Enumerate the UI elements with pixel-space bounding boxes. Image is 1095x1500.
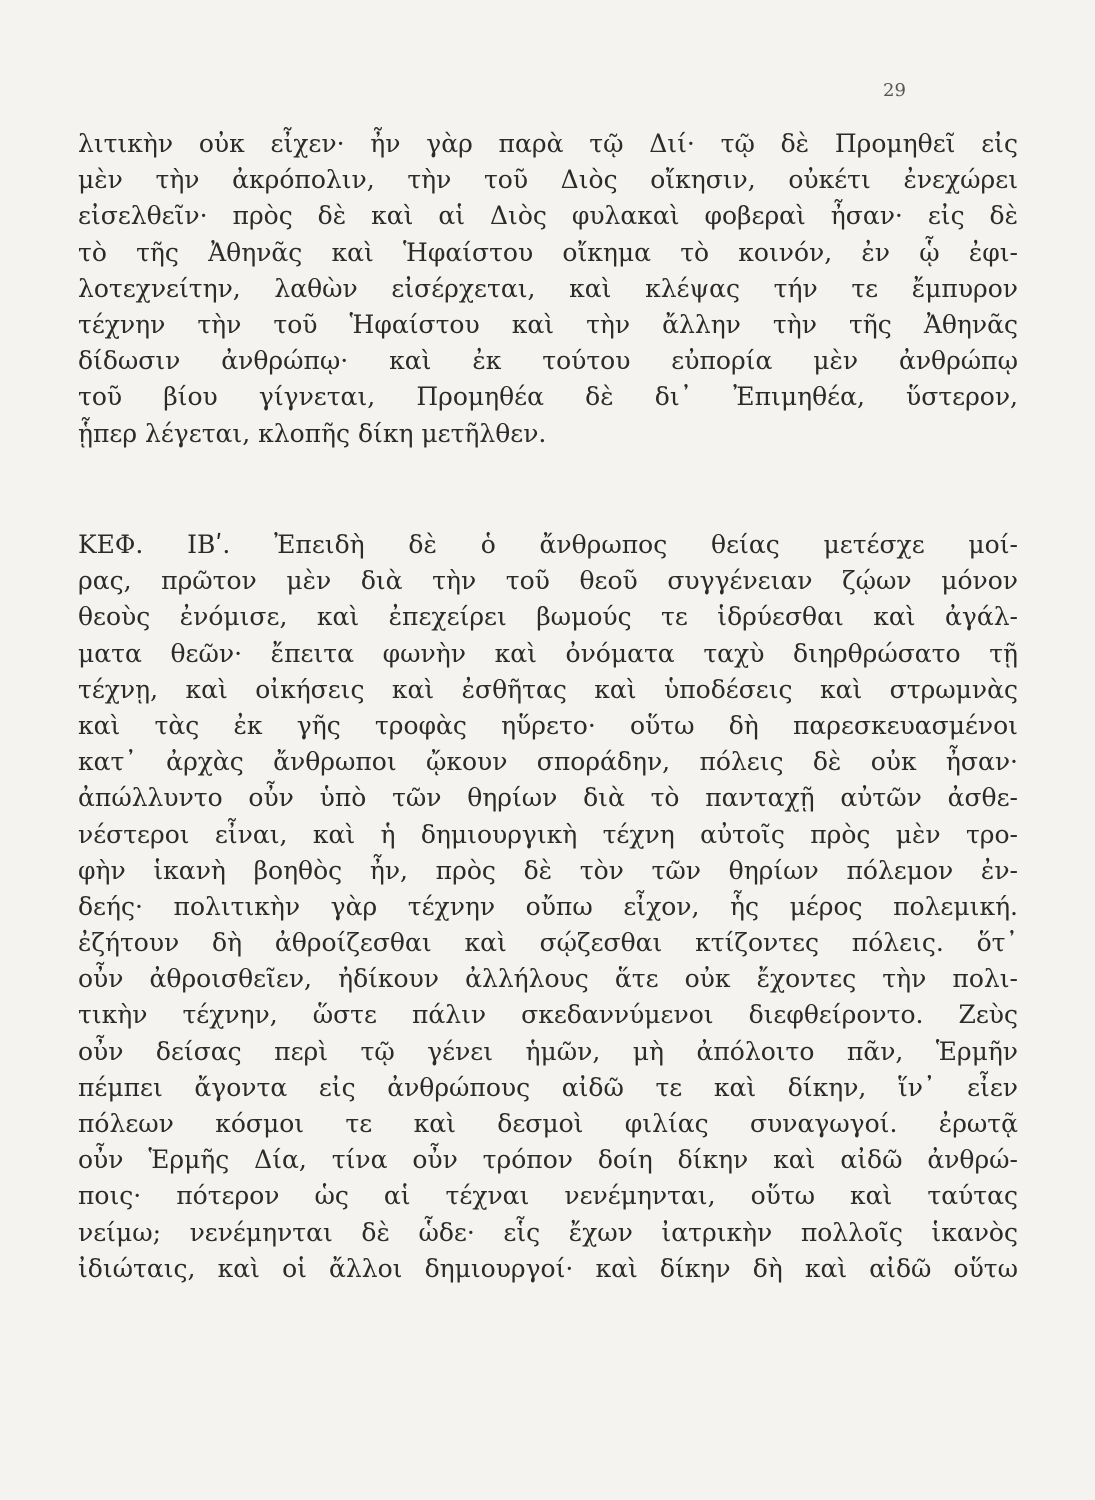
text-line: θεοὺς ἐνόμισε, καὶ ἐπεχείρει βωμούς τε ἱδρύεσθαι καὶ ἀγάλ- — [78, 602, 1018, 632]
text-line: τικὴν τέχνην, ὥστε πάλιν σκεδαννύμενοι διεφθείροντο. Ζεὺς — [78, 1000, 1018, 1030]
text-line: καὶ τὰς ἐκ γῆς τροφὰς ηὕρετο· οὕτω δὴ παρεσκευασμένοι — [78, 710, 1018, 740]
text-line: φὴν ἱκανὴ βοηθὸς ἦν, πρὸς δὲ τὸν τῶν θηρίων πόλεμον ἐν- — [78, 855, 1018, 885]
text-line: οὖν δείσας περὶ τῷ γένει ἡμῶν, μὴ ἀπόλοιτο πᾶν, Ἑρμῆν — [78, 1036, 1018, 1066]
page-number: 29 — [883, 80, 906, 101]
text-line: νείμω; νενέμηνται δὲ ὧδε· εἷς ἔχων ἰατρικὴν πολλοῖς ἱκανὸς — [78, 1217, 1018, 1247]
text-line: ἰδιώταις, καὶ οἱ ἄλλοι δημιουργοί· καὶ δίκην δὴ καὶ αἰδῶ οὕτω — [78, 1253, 1018, 1283]
text-line: λιτικὴν οὐκ εἶχεν· ἦν γὰρ παρὰ τῷ Διί· τῷ δὲ Προμηθεῖ εἰς — [78, 129, 1018, 158]
text-line: τοῦ βίου γίγνεται, Προμηθέα δὲ δι᾽ Ἐπιμηθέα, ὕστερον, — [78, 382, 1018, 412]
text-line: ποις· πότερον ὡς αἱ τέχναι νενέμηνται, οὕτω καὶ ταύτας — [78, 1181, 1018, 1211]
text-line: τέχνην τὴν τοῦ Ἡφαίστου καὶ τὴν ἄλλην τὴν τῆς Ἀθηνᾶς — [78, 309, 1018, 339]
text-line: ἀπώλλυντο οὖν ὑπὸ τῶν θηρίων διὰ τὸ πανταχῇ αὐτῶν ἀσθε- — [78, 783, 1018, 813]
text-line: μὲν τὴν ἀκρόπολιν, τὴν τοῦ Διὸς οἴκησιν, οὐκέτι ἐνεχώρει — [78, 165, 1018, 195]
text-line: τέχνῃ, καὶ οἰκήσεις καὶ ἐσθῆτας καὶ ὑποδέσεις καὶ στρωμνὰς — [78, 674, 1018, 704]
text-line: τὸ τῆς Ἀθηνᾶς καὶ Ἡφαίστου οἴκημα τὸ κοινόν, ἐν ᾧ ἐφι- — [78, 237, 1018, 267]
text-line: δεής· πολιτικὴν γὰρ τέχνην οὔπω εἶχον, ἧς μέρος πολεμική. — [78, 891, 1018, 921]
text-line: εἰσελθεῖν· πρὸς δὲ καὶ αἱ Διὸς φυλακαὶ φοβεραὶ ἦσαν· εἰς δὲ — [78, 201, 1018, 231]
text-line: δίδωσιν ἀνθρώπῳ· καὶ ἐκ τούτου εὐπορία μὲν ἀνθρώπῳ — [78, 346, 1018, 376]
text-line: ματα θεῶν· ἔπειτα φωνὴν καὶ ὀνόματα ταχὺ διηρθρώσατο τῇ — [78, 638, 1018, 668]
paragraph-1 — [78, 126, 1018, 452]
text-line: ἐζήτουν δὴ ἀθροίζεσθαι καὶ σῴζεσθαι κτίζοντες πόλεις. ὅτ᾽ — [78, 928, 1018, 958]
text-line: λοτεχνείτην, λαθὼν εἰσέρχεται, καὶ κλέψας τήν τε ἔμπυρον — [78, 273, 1018, 303]
text-line: πέμπει ἄγοντα εἰς ἀνθρώπους αἰδῶ τε καὶ δίκην, ἵν᾽ εἶεν — [78, 1072, 1018, 1102]
text-line: ᾗπερ λέγεται, κλοπῆς δίκη μετῆλθεν. — [78, 418, 547, 448]
text-line: ρας, πρῶτον μὲν διὰ τὴν τοῦ θεοῦ συγγένειαν ζῴων μόνον — [78, 566, 1018, 596]
text-line: οὖν Ἑρμῆς Δία, τίνα οὖν τρόπον δοίη δίκην καὶ αἰδῶ ἀνθρώ- — [78, 1145, 1018, 1175]
text-line: οὖν ἀθροισθεῖεν, ἠδίκουν ἀλλήλους ἅτε οὐκ ἔχοντες τὴν πολι- — [78, 964, 1018, 994]
text-line: κατ᾽ ἀρχὰς ἄνθρωποι ᾤκουν σποράδην, πόλεις δὲ οὐκ ἦσαν· — [78, 747, 1018, 777]
text-line: νέστεροι εἶναι, καὶ ἡ δημιουργικὴ τέχνη αὐτοῖς πρὸς μὲν τρο- — [78, 819, 1018, 849]
text-line: πόλεων κόσμοι τε καὶ δεσμοὶ φιλίας συναγωγοί. ἐρωτᾷ — [78, 1109, 1018, 1138]
text-line: ΚΕΦ. ΙΒʹ. Ἐπειδὴ δὲ ὁ ἄνθρωπος θείας μετέσχε μοί- — [78, 530, 1018, 559]
paragraph-2 — [78, 527, 1018, 1287]
